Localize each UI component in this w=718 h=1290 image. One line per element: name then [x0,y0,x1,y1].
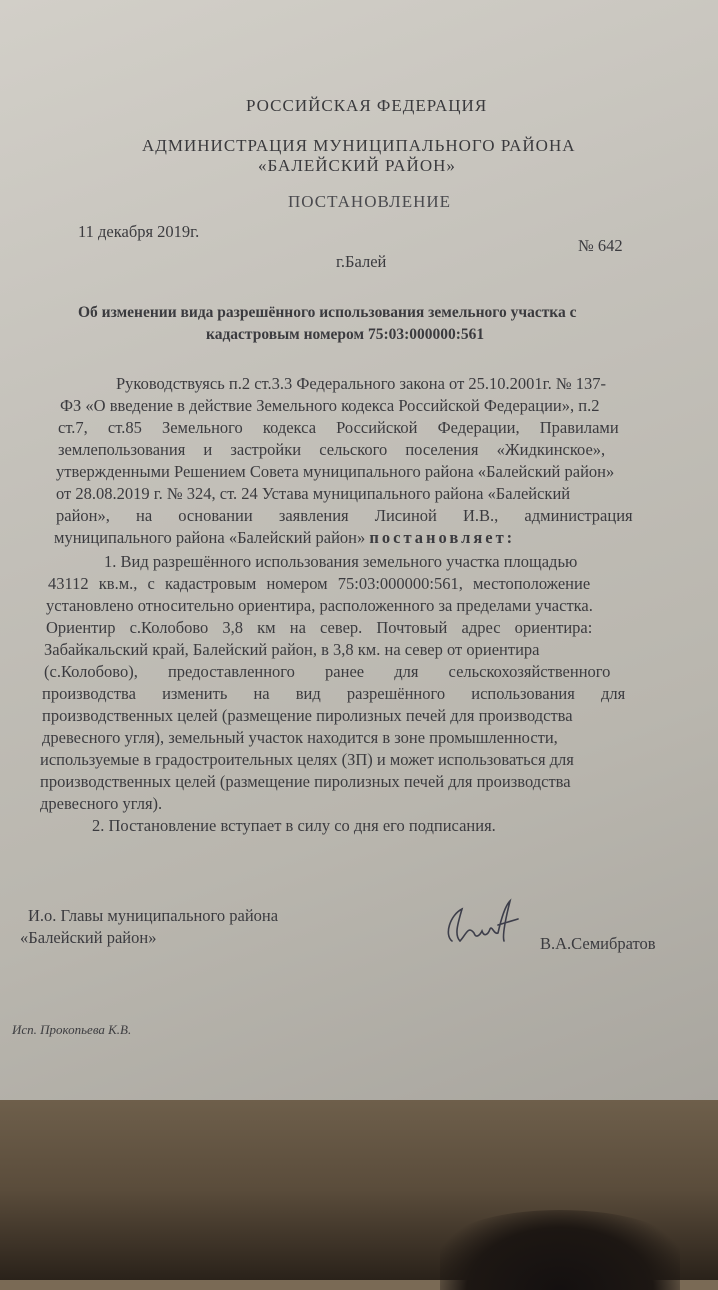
doc-subject-line2: кадастровым номером 75:03:000000:561 [206,326,485,343]
preamble-line: район», на основании заявления Лисиной И.В., администрация [56,506,633,525]
header-admin-line2: «БАЛЕЙСКИЙ РАЙОН» [258,156,456,175]
item1-line: установлено относительно ориентира, расположенного за пределами участка. [46,596,593,615]
item1-line: 1. Вид разрешённого использования земельного участка площадью [104,552,578,571]
item1-line: производственных целей (размещение пиролизных печей для производства [42,706,573,725]
desk-shadow [440,1210,680,1290]
preamble-last-text: муниципального района «Балейский район» [54,528,366,547]
item1-line: Ориентир с.Колобово 3,8 км на север. Почтовый адрес ориентира: [46,618,593,637]
preamble-last-line [54,528,515,548]
preamble-line: ФЗ «О введение в действие Земельного кодекса Российской Федерации», п.2 [60,396,600,415]
preamble-line: утвержденными Решением Совета муниципального района «Балейский район» [56,462,615,481]
preamble-line: Руководствуясь п.2 ст.3.3 Федерального закона от 25.10.2001г. № 137- [116,374,606,393]
doc-subject-line1: Об изменении вида разрешённого использования земельного участка с [78,304,577,321]
executor-note: Исп. Прокопьева К.В. [12,1022,132,1037]
header-admin-line1: АДМИНИСТРАЦИЯ МУНИЦИПАЛЬНОГО РАЙОНА [142,136,576,155]
preamble-line: от 28.08.2019 г. № 324, ст. 24 Устава муниципального района «Балейский [56,484,571,503]
handwritten-signature [440,895,530,955]
resolves-word: постановляет: [369,528,516,547]
item1-line: производства изменить на вид разрешённого использования для [42,684,626,703]
preamble-line: землепользования и застройки сельского поселения «Жидкинское», [58,440,606,459]
item1-line: используемые в градостроительных целях (ЗП) и может использоваться для [40,750,574,769]
preamble-line: ст.7, ст.85 Земельного кодекса Российской Федерации, Правилами [58,418,619,437]
item1-line: древесного угля), земельный участок находится в зоне промышленности, [42,728,558,747]
doc-date: 11 декабря 2019г. [78,222,200,241]
item1-line: древесного угля). [40,794,163,813]
doc-city: г.Балей [336,252,387,271]
item1-line: (с.Колобово), предоставленного ранее для сельскохозяйственного [44,662,611,681]
doc-number: № 642 [578,236,623,255]
item1-line: Забайкальский край, Балейский район, в 3,8 км. на север от ориентира [44,640,540,659]
item1-line: производственных целей (размещение пиролизных печей для производства [40,772,571,791]
header-country: РОССИЙСКАЯ ФЕДЕРАЦИЯ [246,96,488,115]
signatory-role-line1: И.о. Главы муниципального района [28,906,279,925]
item1-line: 43112 кв.м., с кадастровым номером 75:03:000000:561, местоположение [48,574,591,593]
signatory-name: В.А.Семибратов [540,934,656,953]
doc-type-title: ПОСТАНОВЛЕНИЕ [288,192,452,211]
item2-line: 2. Постановление вступает в силу со дня его подписания. [92,816,496,835]
signatory-role-line2: «Балейский район» [20,928,157,947]
